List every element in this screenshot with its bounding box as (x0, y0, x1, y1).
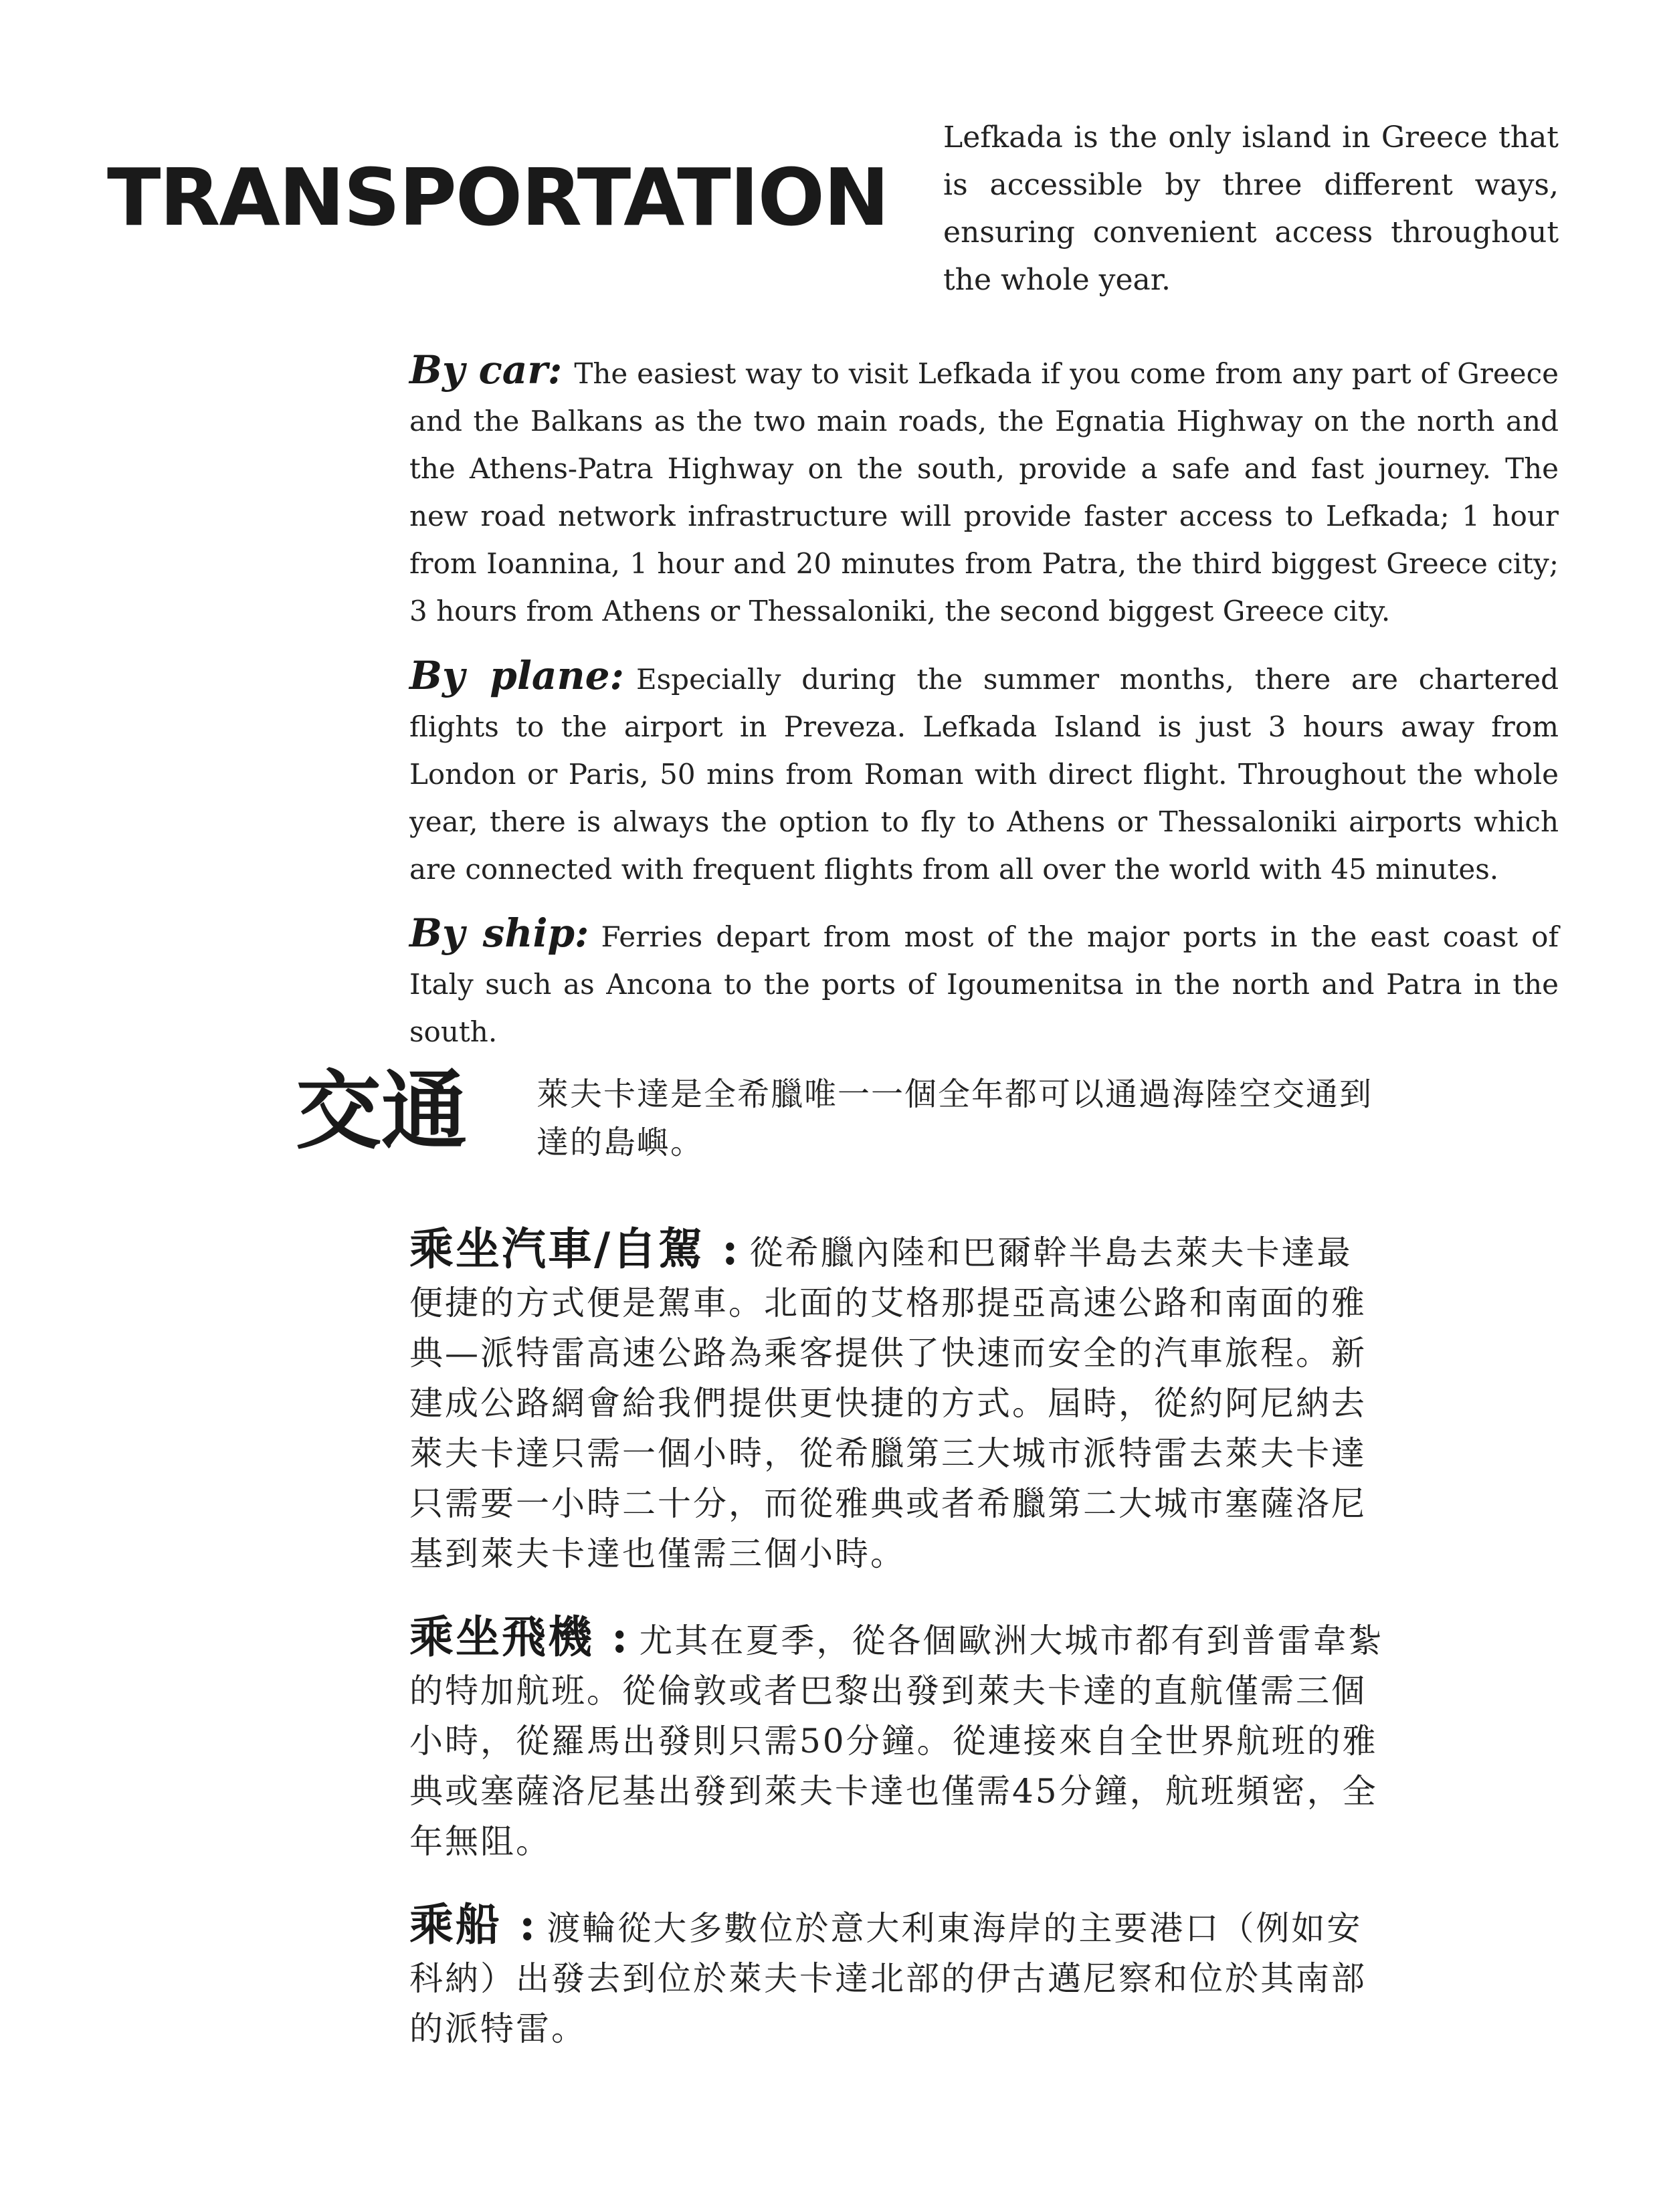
zh-ship-text: 渡輪從大多數位於意大利東海岸的主要港口（例如安科納）出發去到位於萊夫卡達北部的伊古邁尼察和位於其南部的派特雷。 (409, 1909, 1367, 2048)
section-zh-plane (409, 1612, 1386, 1867)
english-intro: Lefkada is the only island in Greece that is accessible by three different ways, ensuring convenient access throughout the whole year. (943, 120, 1559, 297)
english-title: TRANSPORTATION (107, 151, 888, 243)
section-zh-ship (409, 1900, 1386, 2054)
section-by-plane (409, 652, 1559, 893)
section-by-ship (409, 910, 1559, 1055)
section-zh-car (409, 1224, 1386, 1579)
chinese-intro: 萊夫卡達是全希臘唯一一個全年都可以通過海陸空交通到達的島嶼。 (536, 1076, 1373, 1161)
by-ship-label: By ship: (409, 910, 589, 956)
by-plane-label: By plane: (409, 653, 624, 698)
zh-car-text: 從希臘內陸和巴爾幹半島去萊夫卡達最便捷的方式便是駕車。北面的艾格那提亞高速公路和南面的雅典—派特雷高速公路為乘客提供了快速而安全的汽車旅程。新建成公路網會給我們提供更快捷的方式。屆時，從約阿尼納去萊夫卡達只需一個小時，從希臘第三大城市派特雷去萊夫卡達只需要一小時二十分，而從雅典或者希臘第二大城市塞薩洛尼基到萊夫卡達也僅需三個小時。 (409, 1233, 1367, 1573)
zh-ship-label: 乘船 : (409, 1898, 538, 1950)
zh-plane-text: 尤其在夏季，從各個歐洲大城市都有到普雷韋紮的特加航班。從倫敦或者巴黎出發到萊夫卡達的直航僅需三個小時，從羅馬出發則只需50分鐘。從連接來自全世界航班的雅典或塞薩洛尼基出發到萊夫卡達也僅需45分鐘，航班頻密，全年無阻。 (409, 1621, 1384, 1861)
zh-plane-label: 乘坐飛機 : (409, 1611, 630, 1663)
chinese-title: 交通 (296, 1062, 468, 1161)
section-by-car (409, 346, 1559, 635)
by-car-text: The easiest way to visit Lefkada if you come from any part of Greece and the Balkans as the two main roads, the Egnatia Highway on the north and the Athens-Patra Highway on the south, provide a safe and fast journey. The new road network infrastructure will provide faster access to Lefkada; 1 hour from Ioannina, 1 hour and 20 minutes from Patra, the third biggest Greece city; 3 hours from Athens or Thessaloniki, the second biggest Greece city. (409, 357, 1559, 627)
by-plane-text: Especially during the summer months, there are chartered flights to the airport in Preveza. Lefkada Island is just 3 hours away from London or Paris, 50 mins from Roman with direct flight. Throughout the whole year, there is always the option to fly to Athens or Thessaloniki airports which are connected with frequent flights from all over the world with 45 minutes. (409, 663, 1559, 886)
by-car-label: By car: (409, 347, 563, 393)
zh-car-label: 乘坐汽車/自駕 : (409, 1223, 741, 1275)
by-ship-text: Ferries depart from most of the major ports in the east coast of Italy such as Ancona to the ports of Igoumenitsa in the north and Patra in the south. (409, 920, 1559, 1048)
